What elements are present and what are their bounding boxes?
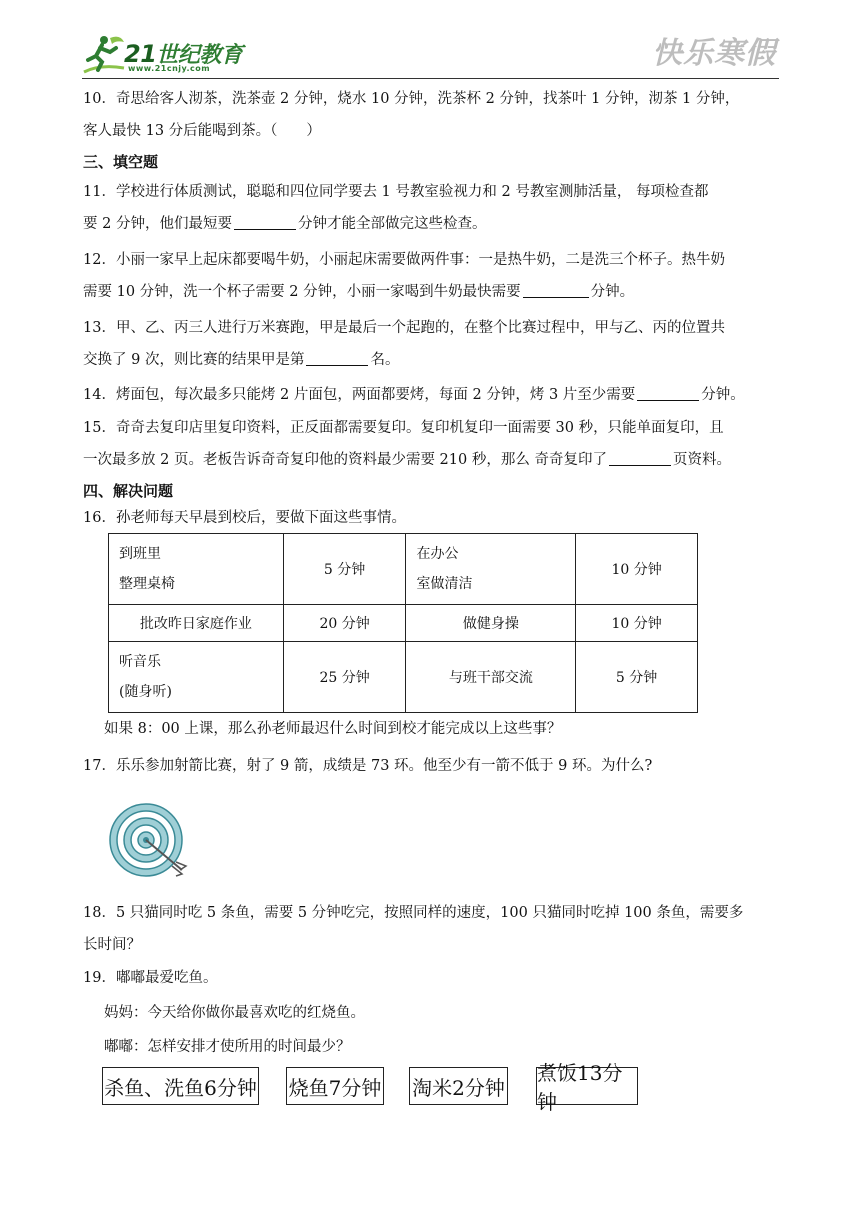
question-15-line-1: 15．奇奇去复印店里复印资料，正反面都需要复印。复印机复印一面需要 30 秒，只能单面复印，且 xyxy=(83,420,724,436)
runner-logo-icon xyxy=(80,34,126,74)
table-cell: 5 分钟 xyxy=(283,534,406,605)
table-cell: 20 分钟 xyxy=(283,605,406,642)
answer-blank[interactable] xyxy=(523,282,589,298)
answer-blank[interactable] xyxy=(637,385,699,401)
table-cell: 在办公 室做清洁 xyxy=(406,534,576,605)
question-16-intro: 16．孙老师每天早晨到校后，要做下面这些事情。 xyxy=(83,510,406,526)
winter-holiday-seal: 快乐寒假 xyxy=(652,36,776,71)
table-cell: 25 分钟 xyxy=(283,642,406,713)
dialogue-dudu: 嘟嘟：怎样安排才使所用的时间最少？ xyxy=(104,1039,351,1055)
archery-target-icon xyxy=(106,800,192,880)
question-11-line-2: 要 2 分钟，他们最短要 分钟才能全部做完这些检查。 xyxy=(83,216,487,232)
dialogue-mom: 妈妈：今天给你做你最喜欢吃的红烧鱼。 xyxy=(104,1005,365,1021)
task-box-kill-wash-fish: 杀鱼、洗鱼6分钟 xyxy=(102,1067,259,1105)
section-title-problem-solving: 四、解决问题 xyxy=(83,482,174,500)
question-14-line-1: 14．烤面包，每次最多只能烤 2 片面包，两面都要烤，每面 2 分钟，烤 3 片至少需要 分钟。 xyxy=(83,387,745,403)
table-cell: 批改昨日家庭作业 xyxy=(109,605,284,642)
brand-url: www.21cnjy.com xyxy=(128,64,211,73)
answer-blank[interactable] xyxy=(234,214,296,230)
answer-blank[interactable] xyxy=(306,350,368,366)
question-15-line-2: 一次最多放 2 页。老板告诉奇奇复印他的资料最少需要 210 秒，那么 奇奇复印了 页资料。 xyxy=(83,452,731,468)
table-cell: 10 分钟 xyxy=(576,605,698,642)
answer-blank[interactable] xyxy=(609,450,671,466)
schedule-table xyxy=(108,533,698,713)
question-19-intro: 19．嘟嘟最爱吃鱼。 xyxy=(83,970,218,986)
table-cell: 做健身操 xyxy=(406,605,576,642)
question-10-line-2: 客人最快 13 分后能喝到茶。（ ） xyxy=(83,123,321,139)
section-title-fill-in: 三、填空题 xyxy=(83,153,159,171)
question-13-line-2: 交换了 9 次，则比赛的结果甲是第 名。 xyxy=(83,352,400,368)
question-11-line-1: 11．学校进行体质测试，聪聪和四位同学要去 1 号教室验视力和 2 号教室测肺活量， 每项检查都 xyxy=(83,184,709,200)
table-cell: 与班干部交流 xyxy=(406,642,576,713)
task-box-wash-rice: 淘米2分钟 xyxy=(409,1067,508,1105)
question-16-ask: 如果 8：00 上课，那么孙老师最迟什么时间到校才能完成以上这些事？ xyxy=(104,721,562,737)
table-row xyxy=(109,642,698,713)
header-divider xyxy=(82,78,779,79)
question-17-text: 17．乐乐参加射箭比赛，射了 9 箭，成绩是 73 环。他至少有一箭不低于 9 环。为什么? xyxy=(83,758,653,774)
question-12-line-2: 需要 10 分钟，洗一个杯子需要 2 分钟，小丽一家喝到牛奶最快需要 分钟。 xyxy=(83,284,635,300)
table-cell: 10 分钟 xyxy=(576,534,698,605)
question-18-line-1: 18．5 只猫同时吃 5 条鱼，需要 5 分钟吃完，按照同样的速度，100 只猫同时吃掉 100 条鱼，需要多 xyxy=(83,905,744,921)
table-row xyxy=(109,605,698,642)
question-10-line-1: 10．奇思给客人沏茶，洗茶壶 2 分钟，烧水 10 分钟，洗茶杯 2 分钟，找茶叶 1 分钟，沏茶 1 分钟， xyxy=(83,91,740,107)
table-row xyxy=(109,534,698,605)
question-18-line-2: 长时间？ xyxy=(83,937,141,953)
brand-logo-text: 21世纪教育 xyxy=(124,40,243,68)
task-box-cook-fish: 烧鱼7分钟 xyxy=(286,1067,384,1105)
table-cell: 听音乐 (随身听) xyxy=(109,642,284,713)
question-13-line-1: 13．甲、乙、丙三人进行万米赛跑，甲是最后一个起跑的，在整个比赛过程中，甲与乙、丙的位置共 xyxy=(83,320,725,336)
table-cell: 5 分钟 xyxy=(576,642,698,713)
question-12-line-1: 12．小丽一家早上起床都要喝牛奶，小丽起床需要做两件事：一是热牛奶，二是洗三个杯子。热牛奶 xyxy=(83,252,725,268)
task-box-cook-rice: 煮饭13分钟 xyxy=(536,1067,638,1105)
table-cell: 到班里 整理桌椅 xyxy=(109,534,284,605)
